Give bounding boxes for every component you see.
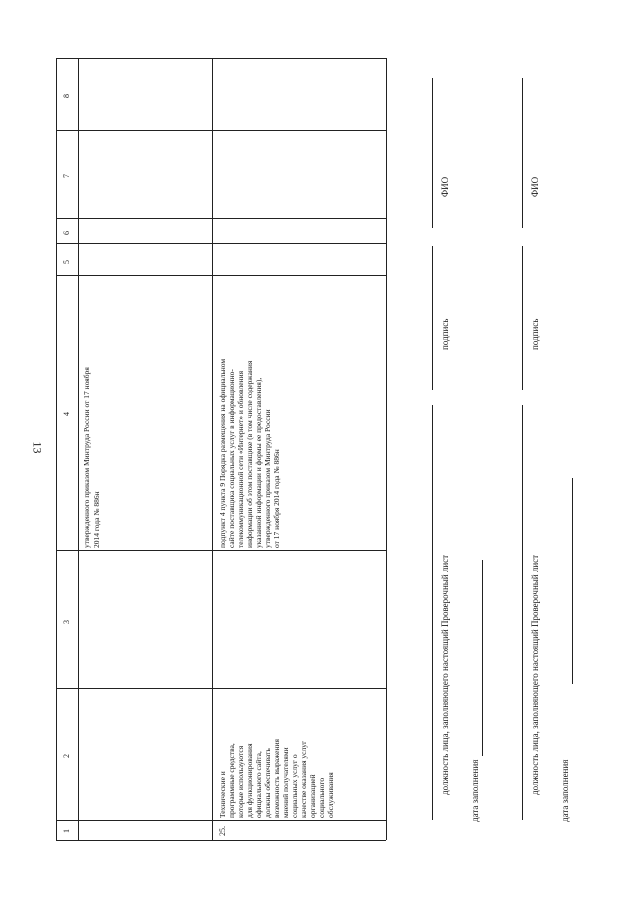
row-25-col2-line1: Технические и bbox=[218, 771, 227, 818]
row-25-col2-line13: обслуживания bbox=[326, 772, 335, 818]
row-separator bbox=[212, 58, 213, 840]
row-25-col2-line4: для функционирования bbox=[245, 743, 254, 818]
table-line-col2 bbox=[56, 820, 386, 821]
prev-row-col4-line2: 2014 года № 886н bbox=[92, 491, 101, 548]
sig2-sign-line[interactable] bbox=[522, 246, 523, 390]
page-number: 13 bbox=[30, 441, 45, 454]
table-right-border bbox=[386, 58, 387, 840]
row-25-col4-line3: телекоммуникационной сети «Интернет» и обновления bbox=[236, 370, 245, 548]
row-25-col4-line1: подпункт 4 пункта 9 Порядка размещения на официальном bbox=[218, 358, 227, 548]
table-line-col4 bbox=[56, 550, 386, 551]
row-25-col2-line3: которые используются bbox=[236, 745, 245, 818]
sig2-name-label: ФИО bbox=[530, 176, 540, 197]
table-line-col8 bbox=[56, 130, 386, 131]
sig1-sign-line[interactable] bbox=[432, 246, 433, 390]
sig2-name-line[interactable] bbox=[522, 78, 523, 228]
table-line-col5 bbox=[56, 275, 386, 276]
row-25-col2-line12: социального bbox=[317, 777, 326, 818]
row-25-col4-line7: от 17 ноября 2014 года № 886н bbox=[272, 449, 281, 548]
table-top-border bbox=[56, 58, 386, 59]
col-num-7: 7 bbox=[62, 174, 71, 178]
row-25-col4-line6: утвержденного приказом Минтруда России bbox=[263, 409, 272, 548]
sig2-date-line[interactable] bbox=[572, 478, 573, 684]
sig1-date-label: дата заполнения bbox=[470, 759, 480, 822]
sig1-name-line[interactable] bbox=[432, 78, 433, 228]
row-25-col2-line8: мнений получателями bbox=[281, 747, 290, 818]
row-25-col2-line5: официального сайта, bbox=[254, 751, 263, 818]
table-bottom-border bbox=[56, 840, 386, 841]
table-line-col7 bbox=[56, 218, 386, 219]
sig1-date-line[interactable] bbox=[482, 560, 483, 756]
row-25-col2-line7: возможность выражения bbox=[272, 739, 281, 818]
prev-row-col4-line1: утвержденного приказом Минтруда России от 17 ноября bbox=[82, 367, 91, 548]
sig1-position-line[interactable] bbox=[432, 405, 433, 820]
col-num-2: 2 bbox=[62, 754, 71, 758]
row-25-number: 25. bbox=[218, 826, 227, 836]
row-25-col2-line2: программные средства, bbox=[227, 743, 236, 818]
row-25-col2-line11: организацией bbox=[308, 774, 317, 818]
sig2-date-label: дата заполнения bbox=[560, 759, 570, 822]
sig1-name-label: ФИО bbox=[440, 176, 450, 197]
row-25-col4-line2: сайте поставщика социальных услуг в информационно- bbox=[227, 369, 236, 548]
row-25-col2-line9: социальных услуг о bbox=[290, 754, 299, 818]
sig2-sign-label: подпись bbox=[530, 318, 540, 350]
col-num-3: 3 bbox=[62, 620, 71, 624]
col-num-4: 4 bbox=[62, 412, 71, 416]
col-num-5: 5 bbox=[62, 260, 71, 264]
table-line-col3 bbox=[56, 688, 386, 689]
sig2-position-label: должность лица, заполняющего настоящий Проверочный лист bbox=[530, 554, 540, 795]
col-num-1: 1 bbox=[62, 829, 71, 833]
header-row-border bbox=[78, 58, 79, 840]
table-line-col6 bbox=[56, 243, 386, 244]
row-25-col2-line6: должны обеспечивать bbox=[263, 748, 272, 818]
sig1-sign-label: подпись bbox=[440, 318, 450, 350]
sig2-position-line[interactable] bbox=[522, 405, 523, 820]
row-25-col2-line10: качестве оказания услуг bbox=[299, 740, 308, 818]
col-num-8: 8 bbox=[62, 94, 71, 98]
table-left-border bbox=[56, 58, 57, 840]
row-25-col4-line4: информации об этом поставщике (в том числе содержания bbox=[245, 360, 254, 548]
col-num-6: 6 bbox=[62, 231, 71, 235]
row-25-col4-line5: указанной информации и формы ее предоставления), bbox=[254, 377, 263, 548]
sig1-position-label: должность лица, заполняющего настоящий Проверочный лист bbox=[440, 554, 450, 795]
